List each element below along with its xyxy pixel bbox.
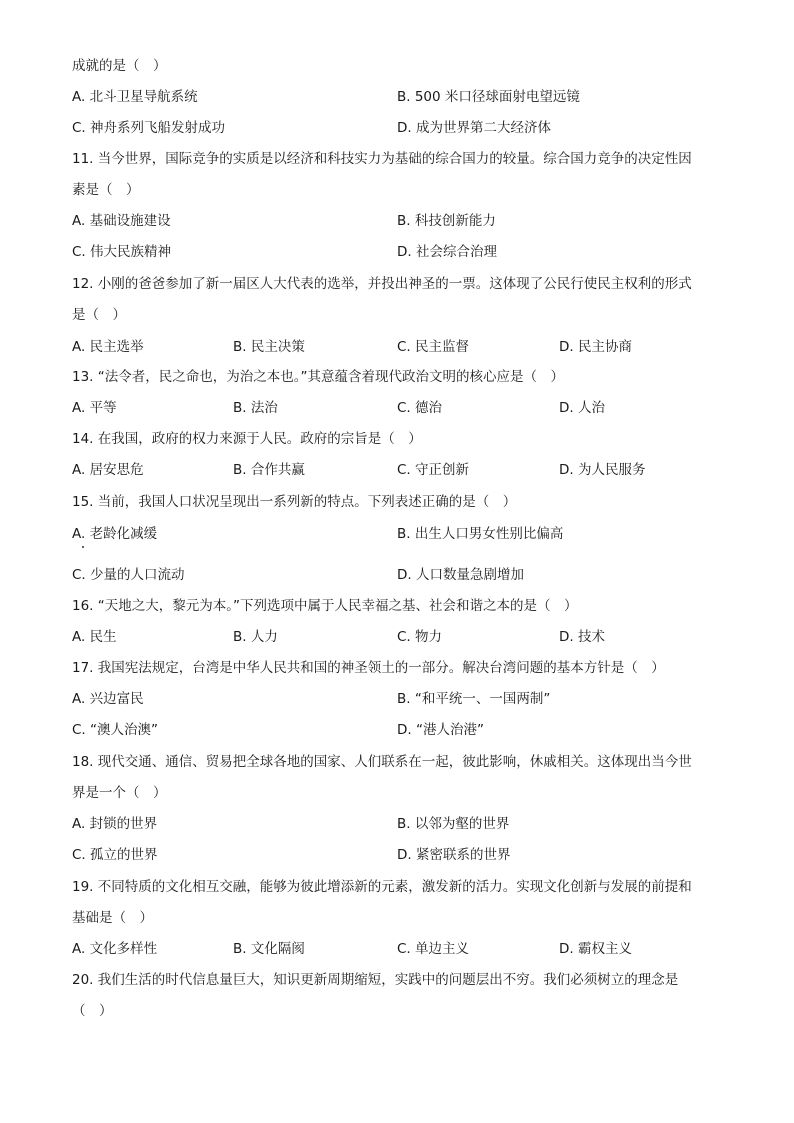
option-c: C. “澳人治澳”: [72, 722, 158, 738]
option-b: B. 出生人口男女性别比偏高: [397, 526, 564, 542]
option-a: A. 平等: [72, 400, 117, 416]
question-13-stem: 13. “法令者，民之命也，为治之本也。”其意蕴含着现代政治文明的核心应是（ ）: [72, 369, 564, 385]
question-17-options-row2: [72, 721, 732, 739]
option-c: C. 单边主义: [397, 941, 470, 957]
question-18-options: [72, 815, 732, 833]
option-d: D. 技术: [559, 629, 605, 645]
option-a: A. 居安思危: [72, 462, 144, 478]
option-b: B. 人力: [233, 629, 278, 645]
option-a: A. 老龄化减缓: [72, 526, 158, 542]
option-d: D. “港人治港”: [397, 722, 484, 738]
question-18-options-row2: [72, 846, 732, 864]
option-d: D. 人治: [559, 400, 605, 416]
option-d: D. 为人民服务: [559, 462, 646, 478]
question-12-options: [72, 338, 732, 356]
option-a: A. 民主选举: [72, 339, 144, 355]
option-c: C. 德治: [397, 400, 443, 416]
option-d: D. 成为世界第二大经济体: [397, 120, 551, 136]
question-17-options: [72, 690, 732, 708]
option-d: D. 霸权主义: [559, 941, 632, 957]
question-16-stem: 16. “天地之大，黎元为本。”下列选项中属于人民幸福之基、社会和谐之本的是（ ）: [72, 598, 578, 614]
question-19-stem-cont: 基础是（ ）: [72, 910, 153, 926]
option-c: C. 神舟系列飞船发射成功: [72, 120, 226, 136]
question-12-stem: 12. 小刚的爸爸参加了新一届区人大代表的选举，并投出神圣的一票。这体现了公民行使民主权利的形式: [72, 276, 692, 292]
question-16-options: [72, 628, 732, 646]
question-11-stem: 11. 当今世界，国际竞争的实质是以经济和科技实力为基础的综合国力的较量。综合国力竞争的决定性因: [72, 151, 692, 167]
question-10-options: [72, 88, 732, 106]
question-15-options-row2: [72, 566, 732, 584]
option-a: A. 民生: [72, 629, 117, 645]
question-14-options: [72, 461, 732, 479]
option-d: D. 社会综合治理: [397, 244, 497, 260]
question-19-stem: 19. 不同特质的文化相互交融，能够为彼此增添新的元素，激发新的活力。实现文化创新与发展的前提和: [72, 879, 692, 895]
question-11-options: [72, 212, 732, 230]
option-a: A. 基础设施建设: [72, 213, 171, 229]
question-10-options-row2: [72, 119, 732, 137]
question-15-options: [72, 525, 732, 543]
option-d: D. 人口数量急剧增加: [397, 567, 524, 583]
option-d: D. 紧密联系的世界: [397, 847, 511, 863]
question-20-stem-cont: （ ）: [72, 1003, 113, 1019]
question-14-stem: 14. 在我国，政府的权力来源于人民。政府的宗旨是（ ）: [72, 431, 422, 447]
stray-mark: [82, 546, 84, 548]
option-c: C. 少量的人口流动: [72, 567, 185, 583]
option-a: A. 北斗卫星导航系统: [72, 89, 198, 105]
option-c: C. 民主监督: [397, 339, 470, 355]
option-b: B. 法治: [233, 400, 278, 416]
question-11-options-row2: [72, 243, 732, 261]
option-b: B. 合作共赢: [233, 462, 305, 478]
question-17-stem: 17. 我国宪法规定，台湾是中华人民共和国的神圣领土的一部分。解决台湾问题的基本方针是（ ）: [72, 660, 665, 676]
question-10-stem-end: 成就的是（ ）: [72, 58, 167, 74]
question-11-stem-cont: 素是（ ）: [72, 182, 140, 198]
option-b: B. 500 米口径球面射电望远镜: [397, 89, 580, 105]
question-18-stem-cont: 界是一个（ ）: [72, 785, 167, 801]
question-15-stem: 15. 当前，我国人口状况呈现出一系列新的特点。下列表述正确的是（ ）: [72, 494, 517, 510]
option-c: C. 物力: [397, 629, 443, 645]
question-19-options: [72, 940, 732, 958]
question-13-options: [72, 399, 732, 417]
option-c: C. 孤立的世界: [72, 847, 158, 863]
option-b: B. “和平统一、一国两制”: [397, 691, 551, 707]
question-12-stem-cont: 是（ ）: [72, 307, 126, 323]
option-c: C. 伟大民族精神: [72, 244, 172, 260]
option-a: A. 封锁的世界: [72, 816, 158, 832]
question-18-stem: 18. 现代交通、通信、贸易把全球各地的国家、人们联系在一起，彼此影响，休戚相关。这体现出当今世: [72, 754, 692, 770]
option-c: C. 守正创新: [397, 462, 470, 478]
option-b: B. 文化隔阂: [233, 941, 305, 957]
option-d: D. 民主协商: [559, 339, 632, 355]
option-b: B. 以邻为壑的世界: [397, 816, 510, 832]
option-a: A. 文化多样性: [72, 941, 158, 957]
question-20-stem: 20. 我们生活的时代信息量巨大，知识更新周期缩短，实践中的问题层出不穷。我们必须树立的理念是: [72, 972, 679, 988]
option-a: A. 兴边富民: [72, 691, 144, 707]
option-b: B. 科技创新能力: [397, 213, 496, 229]
option-b: B. 民主决策: [233, 339, 305, 355]
